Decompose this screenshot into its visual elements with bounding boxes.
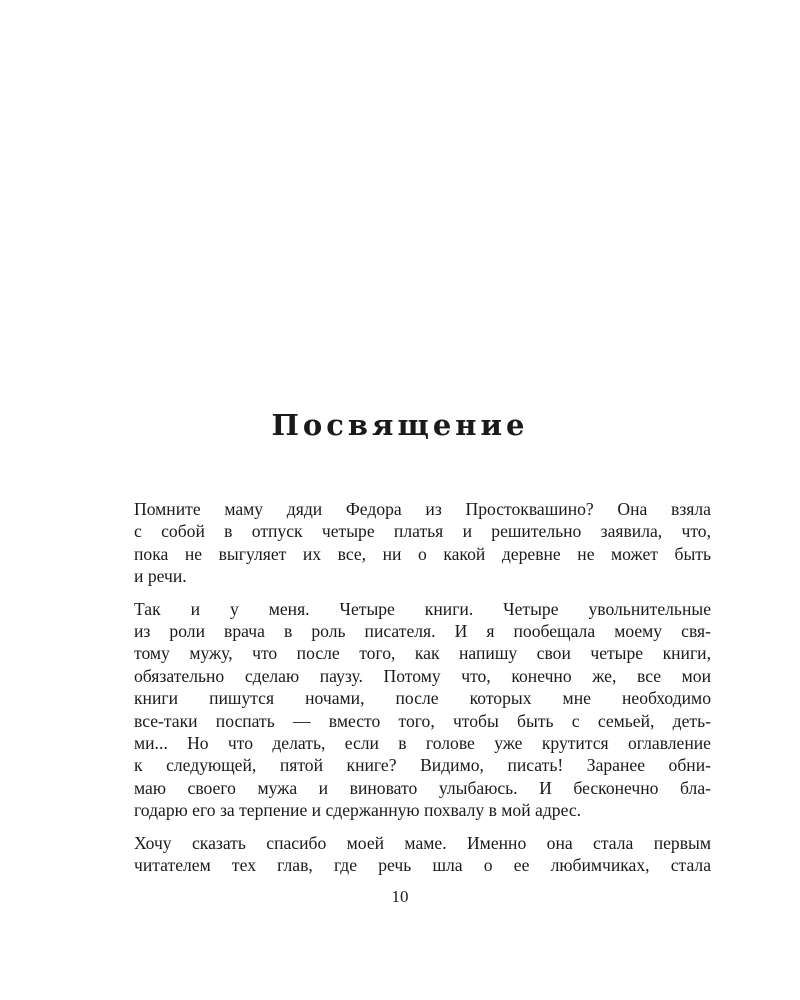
text-line: к следующей, пятой книге? Видимо, писать! Заранее обни- bbox=[134, 755, 711, 776]
paragraph-3 bbox=[134, 832, 711, 877]
text-line: читателем тех глав, где речь шла о ее любимчиках, стала bbox=[134, 855, 711, 876]
text-line: пока не выгуляет их все, ни о какой деревне не может быть bbox=[134, 543, 711, 564]
page-number: 10 bbox=[391, 887, 409, 906]
paragraph-1 bbox=[134, 498, 711, 588]
text-line: годарю его за терпение и сдержанную похвалу в мой адрес. bbox=[134, 800, 582, 821]
paragraph-2 bbox=[134, 598, 711, 822]
text-line: Помните маму дяди Федора из Простоквашино? Она взяла bbox=[134, 499, 711, 519]
text-line: Хочу сказать спасибо моей маме. Именно она стала первым bbox=[134, 832, 711, 853]
text-line: из роли врача в роль писателя. И я пообещала моему свя- bbox=[134, 621, 711, 642]
text-line: с собой в отпуск четыре платья и решительно заявила, что, bbox=[134, 521, 711, 542]
body-text bbox=[134, 498, 711, 887]
text-line: ми... Но что делать, если в голове уже крутится оглавление bbox=[134, 733, 711, 754]
text-line: обязательно сделаю паузу. Потому что, конечно же, все мои bbox=[134, 665, 711, 686]
chapter-title: Посвящение bbox=[271, 408, 529, 442]
text-line: тому мужу, что после того, как напишу свои четыре книги, bbox=[134, 643, 711, 664]
text-line: маю своего мужа и виновато улыбаюсь. И бесконечно бла- bbox=[134, 777, 711, 798]
text-line: и речи. bbox=[134, 566, 187, 587]
text-line: все-таки поспать — вместо того, чтобы быть с семьей, деть- bbox=[134, 710, 711, 731]
text-line: книги пишутся ночами, после которых мне необходимо bbox=[134, 688, 711, 709]
text-line: Так и у меня. Четыре книги. Четыре увольнительные bbox=[134, 598, 711, 619]
